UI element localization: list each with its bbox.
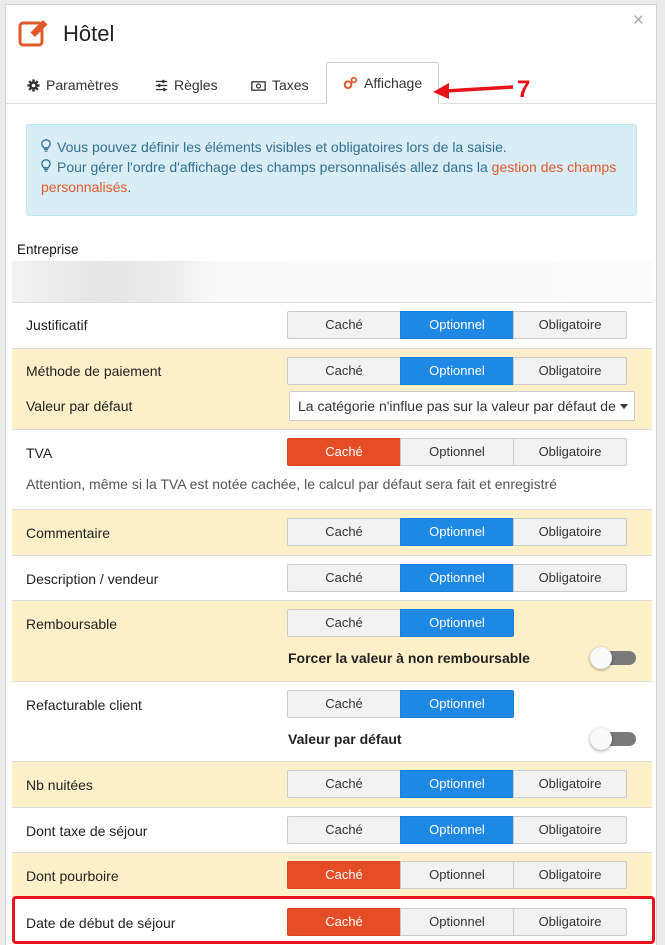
row-label: Description / vendeur bbox=[26, 571, 159, 587]
info-alert bbox=[26, 124, 637, 216]
option-optionnel-button[interactable]: Optionnel bbox=[400, 908, 514, 936]
row-label: Dont pourboire bbox=[26, 868, 119, 884]
option-optionnel-button[interactable]: Optionnel bbox=[400, 518, 514, 546]
option-cache-button[interactable]: Caché bbox=[287, 438, 401, 466]
option-optionnel-button[interactable]: Optionnel bbox=[400, 609, 514, 637]
visibility-toggle-group bbox=[287, 518, 627, 546]
hotel-modal bbox=[5, 4, 657, 945]
gear-icon bbox=[27, 79, 40, 92]
tab-label: Règles bbox=[174, 77, 218, 93]
option-cache-button[interactable]: Caché bbox=[287, 518, 401, 546]
sliders-icon bbox=[155, 79, 168, 92]
option-optionnel-button[interactable]: Optionnel bbox=[400, 564, 514, 592]
visibility-toggle-group bbox=[287, 438, 627, 466]
tab-label: Paramètres bbox=[46, 77, 119, 93]
visibility-toggle-group bbox=[287, 908, 627, 936]
option-obligatoire-button[interactable]: Obligatoire bbox=[513, 518, 627, 546]
blurred-company-row bbox=[12, 261, 652, 303]
info-text-2: Pour gérer l'ordre d'affichage des champs personnalisés allez dans la bbox=[57, 159, 488, 175]
row-commentaire bbox=[12, 509, 652, 555]
tab-label: Affichage bbox=[364, 75, 423, 91]
gears-icon bbox=[343, 76, 358, 90]
info-line-1 bbox=[41, 137, 622, 157]
option-cache-button[interactable]: Caché bbox=[287, 357, 401, 385]
lightbulb-icon bbox=[41, 137, 51, 157]
row-label: Justificatif bbox=[26, 317, 88, 333]
lightbulb-icon bbox=[41, 157, 51, 177]
banknote-icon bbox=[251, 80, 266, 92]
row-nb-nuitees bbox=[12, 761, 652, 807]
default-value-label: Valeur par défaut bbox=[26, 398, 133, 414]
tab-regles[interactable] bbox=[155, 67, 218, 104]
force-non-refundable-label: Forcer la valeur à non remboursable bbox=[288, 650, 530, 666]
switch-knob bbox=[590, 728, 612, 750]
option-optionnel-button[interactable]: Optionnel bbox=[400, 438, 514, 466]
tab-affichage[interactable] bbox=[326, 62, 439, 104]
close-icon[interactable]: × bbox=[632, 10, 644, 31]
visibility-toggle-group bbox=[287, 609, 514, 637]
row-label: TVA bbox=[26, 445, 53, 461]
option-obligatoire-button[interactable]: Obligatoire bbox=[513, 908, 627, 936]
row-label: Dont taxe de séjour bbox=[26, 823, 148, 839]
row-pourboire bbox=[12, 852, 652, 898]
caret-down-icon bbox=[620, 404, 628, 409]
row-label: Commentaire bbox=[26, 525, 111, 541]
row-date-debut-sejour bbox=[12, 898, 652, 945]
row-label: Date de début de séjour bbox=[26, 915, 176, 931]
force-non-refundable-switch[interactable] bbox=[592, 651, 636, 665]
option-obligatoire-button[interactable]: Obligatoire bbox=[513, 438, 627, 466]
option-cache-button[interactable]: Caché bbox=[287, 770, 401, 798]
info-text-2-suffix: . bbox=[127, 179, 132, 195]
default-value-select[interactable] bbox=[289, 391, 635, 421]
option-cache-button[interactable]: Caché bbox=[287, 311, 401, 339]
row-label: Méthode de paiement bbox=[26, 363, 162, 379]
tab-bar bbox=[6, 62, 656, 104]
edit-square-icon bbox=[18, 18, 50, 48]
visibility-toggle-group bbox=[287, 770, 627, 798]
option-optionnel-button[interactable]: Optionnel bbox=[400, 311, 514, 339]
row-remboursable bbox=[12, 600, 652, 681]
switch-knob bbox=[590, 647, 612, 669]
section-entreprise-label: Entreprise bbox=[17, 242, 79, 257]
visibility-toggle-group bbox=[287, 311, 627, 339]
row-tva bbox=[12, 429, 652, 509]
annotation-arrow bbox=[431, 71, 531, 107]
info-text-1: Vous pouvez définir les éléments visibles et obligatoires lors de la saisie. bbox=[57, 139, 507, 155]
row-methode-paiement bbox=[12, 348, 652, 429]
option-cache-button[interactable]: Caché bbox=[287, 908, 401, 936]
option-optionnel-button[interactable]: Optionnel bbox=[400, 770, 514, 798]
row-description-vendeur bbox=[12, 555, 652, 600]
option-obligatoire-button[interactable]: Obligatoire bbox=[513, 357, 627, 385]
visibility-toggle-group bbox=[287, 564, 627, 592]
option-obligatoire-button[interactable]: Obligatoire bbox=[513, 311, 627, 339]
tab-label: Taxes bbox=[272, 77, 309, 93]
row-label: Remboursable bbox=[26, 616, 118, 632]
option-obligatoire-button[interactable]: Obligatoire bbox=[513, 564, 627, 592]
visibility-toggle-group bbox=[287, 816, 627, 844]
row-justificatif bbox=[12, 302, 652, 348]
option-obligatoire-button[interactable]: Obligatoire bbox=[513, 770, 627, 798]
option-obligatoire-button[interactable]: Obligatoire bbox=[513, 816, 627, 844]
row-label: Nb nuitées bbox=[26, 777, 93, 793]
visibility-toggle-group bbox=[287, 861, 627, 889]
tva-warning-note: Attention, même si la TVA est notée cachée, le calcul par défaut sera fait et enregistré bbox=[26, 476, 557, 492]
row-label: Refacturable client bbox=[26, 697, 142, 713]
option-obligatoire-button[interactable]: Obligatoire bbox=[513, 861, 627, 889]
row-refacturable-client bbox=[12, 681, 652, 761]
info-line-2 bbox=[41, 157, 622, 197]
visibility-toggle-group bbox=[287, 357, 627, 385]
visibility-toggle-group bbox=[287, 690, 514, 718]
option-optionnel-button[interactable]: Optionnel bbox=[400, 861, 514, 889]
default-value-label: Valeur par défaut bbox=[288, 731, 402, 747]
option-cache-button[interactable]: Caché bbox=[287, 564, 401, 592]
tab-parametres[interactable] bbox=[27, 67, 118, 104]
option-optionnel-button[interactable]: Optionnel bbox=[400, 690, 514, 718]
option-cache-button[interactable]: Caché bbox=[287, 816, 401, 844]
row-taxe-sejour bbox=[12, 807, 652, 852]
modal-header bbox=[6, 5, 656, 62]
option-cache-button[interactable]: Caché bbox=[287, 609, 401, 637]
option-cache-button[interactable]: Caché bbox=[287, 861, 401, 889]
annotation-number: 7 bbox=[517, 76, 531, 103]
option-optionnel-button[interactable]: Optionnel bbox=[400, 357, 514, 385]
option-cache-button[interactable]: Caché bbox=[287, 690, 401, 718]
custom-fields-link[interactable]: gestion des champs personnalisés bbox=[41, 159, 617, 195]
tab-taxes[interactable] bbox=[251, 67, 309, 104]
modal-title: Hôtel bbox=[63, 21, 115, 46]
select-value: La catégorie n'influe pas sur la valeur par défaut de bbox=[298, 398, 616, 414]
option-optionnel-button[interactable]: Optionnel bbox=[400, 816, 514, 844]
default-value-switch[interactable] bbox=[592, 732, 636, 746]
